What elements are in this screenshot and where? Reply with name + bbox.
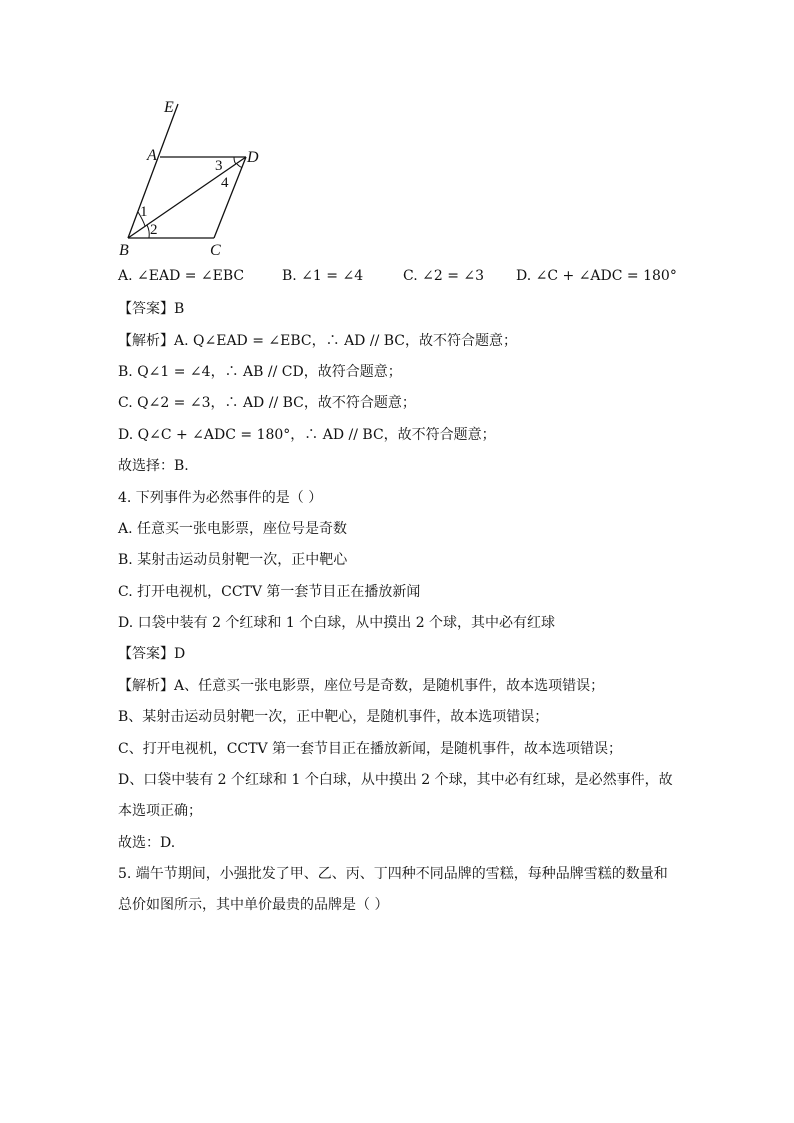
parallelogram-figure: [110, 96, 270, 262]
angle-arc-2: [147, 225, 149, 238]
angle-label-1: 1: [140, 204, 148, 220]
q4-analysis-line: C、打开电视机，CCTV 第一套节目正在播放新闻，是随机事件，故本选项错误；: [118, 741, 623, 757]
q3-analysis-line: 【解析】A. Q∠EAD = ∠EBC，∴ AD // BC，故不符合题意；: [118, 333, 517, 349]
figure-svg: [110, 96, 270, 262]
q4-analysis-line: 本选项正确；: [118, 803, 202, 819]
q5-stem-line: 总价如图所示，其中单价最贵的品牌是（ ）: [118, 897, 389, 913]
q3-analysis-line: C. Q∠2 = ∠3，∴ AD // BC，故不符合题意；: [118, 395, 416, 411]
angle-label-4: 4: [221, 175, 229, 191]
line-bd: [128, 157, 246, 238]
q3-option-d: D. ∠C + ∠ADC = 180°: [516, 268, 677, 284]
q5-stem-line: 5. 端午节期间，小强批发了甲、乙、丙、丁四种不同品牌的雪糕，每种品牌雪糕的数量和: [118, 866, 668, 882]
q4-option-a: A. 任意买一张电影票，座位号是奇数: [118, 521, 348, 537]
angle-arc-3: [234, 157, 236, 164]
q3-option-a: A. ∠EAD = ∠EBC: [118, 268, 245, 284]
label-b: B: [119, 242, 129, 259]
q3-option-b: B. ∠1 = ∠4: [282, 268, 364, 284]
q4-option-b: B. 某射击运动员射靶一次，正中靶心: [118, 552, 348, 568]
q3-analysis-line: D. Q∠C + ∠ADC = 180°，∴ AD // BC，故不符合题意；: [118, 427, 496, 443]
q3-option-c: C. ∠2 = ∠3: [403, 268, 485, 284]
angle-label-2: 2: [150, 222, 158, 238]
q4-stem: 4. 下列事件为必然事件的是（ ）: [118, 490, 323, 506]
line-be: [128, 104, 178, 238]
q4-analysis-line: 【解析】A、任意买一张电影票，座位号是奇数，是随机事件，故本选项错误；: [118, 678, 605, 694]
q4-answer: 【答案】D: [118, 646, 186, 662]
q4-option-d: D. 口袋中装有 2 个红球和 1 个白球，从中摸出 2 个球，其中必有红球: [118, 615, 556, 631]
label-d: D: [247, 149, 259, 166]
label-c: C: [210, 242, 221, 259]
angle-arc-4: [237, 164, 242, 167]
label-a: A: [147, 147, 157, 164]
q3-analysis-line: B. Q∠1 = ∠4，∴ AB // CD，故符合题意；: [118, 364, 402, 380]
q4-analysis-line: B、某射击运动员射靶一次，正中靶心，是随机事件，故本选项错误；: [118, 709, 549, 725]
angle-label-3: 3: [215, 158, 223, 174]
q4-analysis-line: D、口袋中装有 2 个红球和 1 个白球，从中摸出 2 个球，其中必有红球，是必然事件，故: [118, 772, 673, 788]
q3-conclusion: 故选择：B.: [118, 458, 189, 474]
q3-answer: 【答案】B: [118, 301, 185, 317]
label-e: E: [164, 99, 174, 116]
q4-option-c: C. 打开电视机，CCTV 第一套节目正在播放新闻: [118, 584, 421, 600]
q4-conclusion: 故选：D.: [118, 835, 176, 851]
